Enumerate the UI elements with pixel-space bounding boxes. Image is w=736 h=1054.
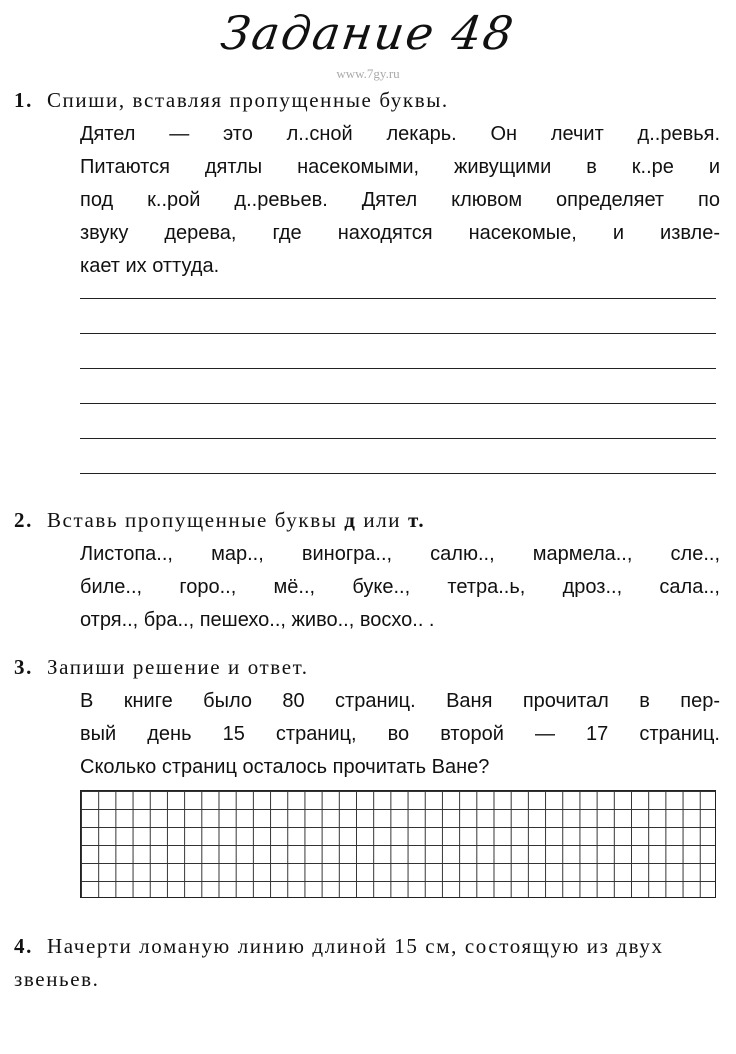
task-3-line: вый день 15 страниц, во второй — 17 страниц. [80, 723, 720, 745]
task-1-text [80, 118, 720, 283]
answer-grid[interactable] [80, 790, 716, 898]
task-1-instruction: Спиши, вставляя пропущенные буквы. [46, 88, 449, 112]
task-2-line: биле.., горо.., мё.., буке.., тетра..ь, дроз.., сала.., [80, 576, 720, 598]
task-3-heading [14, 655, 309, 680]
task-4-number: 4. [14, 934, 33, 958]
task-3-number: 3. [14, 655, 33, 679]
writing-line[interactable] [80, 438, 716, 439]
writing-line[interactable] [80, 403, 716, 404]
task-2-words [80, 538, 720, 637]
task-4-text: Начерти ломаную линию длиной 15 см, состоящую из двух звеньев. [14, 934, 664, 991]
task-2-instruction: Вставь пропущенные буквы [46, 508, 338, 532]
task-1-number: 1. [14, 88, 33, 112]
task-1-heading [14, 88, 449, 113]
task-3-line: Сколько страниц осталось прочитать Ване? [80, 756, 490, 778]
or-word: или [363, 508, 402, 532]
watermark: www.7gy.ru [336, 66, 400, 81]
letter-d: д [344, 508, 357, 532]
task-3-line: В книге было 80 страниц. Ваня прочитал в пер- [80, 690, 720, 712]
task-2-line: отря.., бра.., пешехо.., живо.., восхо.. . [80, 609, 435, 631]
task-1-line: кает их оттуда. [80, 255, 220, 277]
task-1-line: под к..рой д..ревьев. Дятел клювом определяет по [80, 189, 720, 211]
writing-line[interactable] [80, 333, 716, 334]
letter-t: т. [408, 508, 426, 532]
task-3-instruction: Запиши решение и ответ. [46, 655, 309, 679]
task-1-line: Питаются дятлы насекомыми, живущими в к..ре и [80, 156, 720, 178]
task-2-number: 2. [14, 508, 33, 532]
task-1-line: звуку дерева, где находятся насекомые, и извле- [80, 222, 720, 244]
writing-line[interactable] [80, 473, 716, 474]
page-title: Задание 48 [217, 6, 519, 60]
task-3-problem [80, 685, 720, 784]
writing-line[interactable] [80, 368, 716, 369]
task-4 [14, 930, 716, 996]
writing-line[interactable] [80, 298, 716, 299]
task-2-heading [14, 508, 425, 533]
task-1-line: Дятел — это л..сной лекарь. Он лечит д..ревья. [80, 123, 720, 145]
task-2-line: Листопа.., мар.., виногра.., салю.., мармела.., сле.., [80, 543, 720, 565]
